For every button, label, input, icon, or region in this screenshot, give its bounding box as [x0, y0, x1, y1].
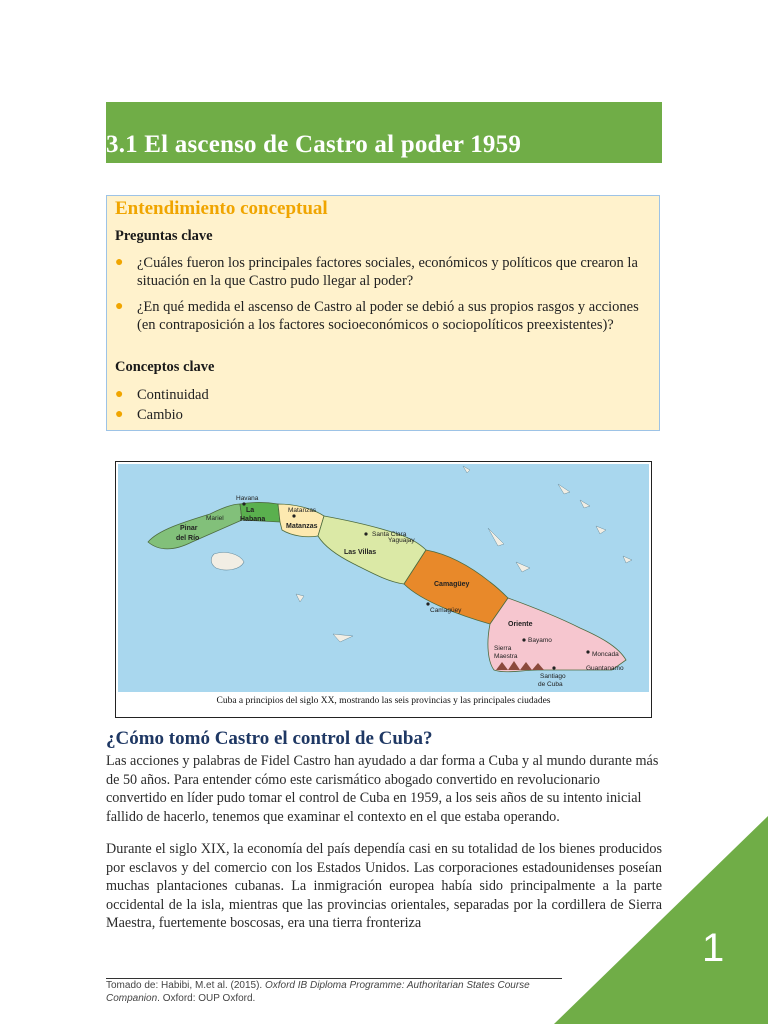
key-question-text: ¿Cuáles fueron los principales factores sociales, económicos y políticos que crearon la situación en la que Castro pudo llegar al poder? [137, 255, 638, 289]
body-paragraph: Las acciones y palabras de Fidel Castro han ayudado a dar forma a Cuba y al mundo durante más de 50 años. Para entender cómo este carismático abogado convertido en revolucionario convertido en líder pudo tomar el control de Cuba en 1959, a los seis años de su intento inicial fallido de hacerlo, tenemos que examinar el contexto en el que estaba operando. [106, 753, 659, 825]
bullet-icon: ● [115, 387, 124, 402]
map-caption: Cuba a principios del siglo XX, mostrando las seis provincias y las principales ciudades [216, 696, 551, 706]
footnote-divider [106, 978, 562, 979]
label-santiago: Santiago [540, 673, 566, 680]
cuba-provinces-map-figure [115, 461, 652, 718]
label-oriente: Oriente [508, 621, 533, 628]
label-sierra: Sierra [494, 645, 512, 652]
city-dot [522, 638, 525, 641]
label-camaguey-city: Camagüey [430, 607, 462, 614]
label-del-rio: del Río [176, 535, 200, 542]
label-pinar: Pinar [180, 525, 198, 532]
concept-box-heading: Entendimiento conceptual [115, 198, 328, 219]
footnote-suffix: . Oxford: OUP Oxford. [157, 992, 256, 1004]
city-dot [364, 532, 367, 535]
page-number: 1 [702, 926, 725, 970]
city-dot [426, 602, 429, 605]
label-guantanamo: Guantanamo [586, 665, 624, 672]
footnote-book-title: Oxford IB Diploma Programme: Authoritarian States Course Companion [106, 980, 530, 1004]
label-las-villas: Las Villas [344, 549, 377, 556]
section-heading: ¿Cómo tomó Castro el control de Cuba? [106, 728, 433, 749]
footnote-prefix: Tomado de: Habibi, M.et al. (2015). [106, 980, 265, 991]
city-dot [292, 514, 295, 517]
bullet-icon: ● [115, 255, 124, 270]
city-dot [242, 502, 245, 505]
key-concept-text: Cambio [137, 407, 183, 423]
label-havana: Havana [236, 495, 259, 502]
label-matanzas-prov: Matanzas [286, 523, 318, 530]
key-concept-item [115, 406, 647, 424]
key-question-item [115, 298, 647, 334]
section-title: 3.1 El ascenso de Castro al poder 1959 [106, 131, 522, 158]
label-yaguajay: Yaguajay [388, 537, 415, 544]
body-paragraph: Durante el siglo XIX, la economía del país dependía casi en su totalidad de los bienes producidos por esclavos y del comercio con los Estados Unidos. Las corporaciones estadounidenses poseían muchas plantaciones cubanas. La inmigración europea había sido principalmente a la parte occidental de la isla, mientras que las provincias orientales, separadas por la cordillera de Sierra Maestra, fuertemente boscosas, era una tierra fronteriza [106, 841, 662, 932]
city-dot [552, 666, 555, 669]
key-questions-label: Preguntas clave [115, 228, 213, 244]
label-moncada: Moncada [592, 651, 619, 658]
bullet-icon: ● [115, 299, 124, 314]
bullet-icon: ● [115, 407, 124, 422]
key-concepts-label: Conceptos clave [115, 359, 215, 375]
label-camaguey-prov: Camagüey [434, 581, 470, 588]
key-concept-item [115, 386, 647, 404]
label-mariel: Mariel [206, 515, 224, 522]
label-la: La [246, 507, 255, 514]
footnote [106, 980, 566, 1005]
label-bayamo: Bayamo [528, 637, 552, 644]
key-concept-text: Continuidad [137, 387, 209, 403]
label-maestra: Maestra [494, 653, 518, 660]
key-question-item [115, 254, 647, 290]
page-corner-decoration [554, 816, 768, 1024]
cuba-map [118, 464, 649, 692]
city-dot [586, 650, 589, 653]
label-matanzas-city: Matanzas [288, 507, 317, 514]
label-habana: Habana [240, 516, 266, 523]
key-question-text: ¿En qué medida el ascenso de Castro al poder se debió a sus propios rasgos y acciones (en contraposición a los factores socioeconómicos o sociopolíticos preexistentes)? [137, 299, 639, 333]
conceptual-understanding-box [106, 195, 660, 431]
label-de-cuba: de Cuba [538, 681, 563, 688]
section-title-banner [106, 102, 662, 163]
label-santa-clara: Santa Clara [372, 531, 407, 538]
